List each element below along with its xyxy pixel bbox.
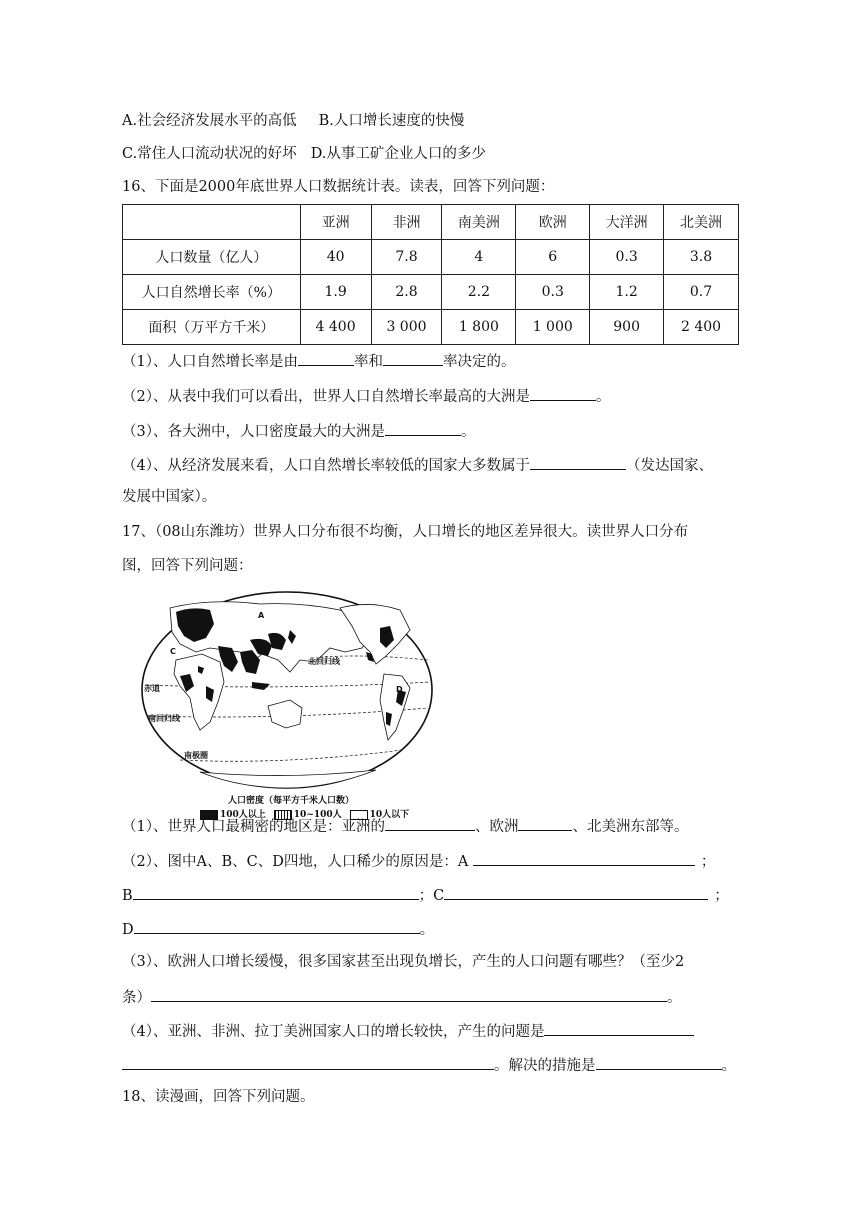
answer-blank[interactable] [383, 350, 443, 366]
q17-stem-line1: 17、（08山东潍坊）世界人口分布很不均衡，人口增长的地区差异很大。读世界人口分布 [122, 524, 689, 540]
world-map-svg [140, 590, 435, 790]
table-cell: 1.9 [300, 275, 371, 310]
q17-sub2-d: D 。 [122, 918, 434, 940]
q17-sub3: （3）、欧洲人口增长缓慢，很多国家甚至出现负增长，产生的人口问题有哪些？（至少2 [122, 954, 685, 970]
legend-item: 10~100人 [274, 807, 342, 820]
q17-sub4-cont: 。解决的措施是 。 [122, 1054, 736, 1076]
table-cell: 40 [300, 240, 371, 275]
legend-item: 10人以下 [350, 807, 410, 820]
q15-options-row1 [122, 111, 464, 131]
map-label-d: D [396, 685, 403, 694]
table-header-cell [123, 205, 301, 240]
table-row [123, 240, 739, 275]
answer-blank[interactable] [122, 1054, 494, 1070]
table-cell: 2.8 [371, 275, 442, 310]
q16-stem: 16、下面是2000年底世界人口数据统计表。读表，回答下列问题： [122, 179, 555, 195]
table-row-label: 人口自然增长率（%） [123, 275, 301, 310]
answer-blank[interactable] [444, 884, 708, 900]
table-header-cell: 非洲 [371, 205, 442, 240]
q16-sub3: （3）、各大洲中，人口密度最大的大洲是 。 [122, 420, 475, 442]
table-cell: 4 [442, 240, 516, 275]
table-cell: 7.8 [371, 240, 442, 275]
q15-option-a: A.社会经济发展水平的高低 [122, 113, 297, 129]
world-population-map [140, 590, 435, 790]
q15-option-c: C.常住人口流动状况的好坏 [122, 146, 297, 162]
map-label-equator: 赤道 [144, 684, 160, 693]
q15-option-b: B.人口增长速度的快慢 [318, 113, 465, 129]
map-label-tropic-capricorn: 南回归线 [148, 714, 180, 723]
q17-sub3-cont: 条） 。 [122, 986, 682, 1008]
answer-blank[interactable] [530, 385, 596, 401]
table-cell: 1 000 [516, 310, 590, 345]
q17-sub2: （2）、图中A、B、C、D四地，人口稀少的原因是：A ； [122, 850, 715, 872]
q16-sub4: （4）、从经济发展来看，人口自然增长率较低的国家大多数属于 （发达国家、 [122, 454, 713, 476]
table-header-cell: 大洋洲 [590, 205, 664, 240]
table-row [123, 275, 739, 310]
map-label-a: A [258, 611, 265, 620]
table-header-cell: 亚洲 [300, 205, 371, 240]
q17-sub1: （1）、世界人口最稠密的地区是：亚洲的 、欧洲 、北美洲东部等。 [122, 815, 688, 837]
q15-option-d: D.从事工矿企业人口的多少 [310, 146, 486, 162]
table-cell: 3.8 [664, 240, 739, 275]
table-cell: 0.7 [664, 275, 739, 310]
answer-blank[interactable] [298, 350, 354, 366]
answer-blank[interactable] [151, 986, 667, 1002]
map-label-c: C [170, 647, 176, 656]
table-header-row [123, 205, 739, 240]
answer-blank[interactable] [473, 850, 695, 866]
table-header-cell: 欧洲 [516, 205, 590, 240]
legend-item: 100人以上 [200, 807, 266, 820]
table-cell: 6 [516, 240, 590, 275]
map-label-antarctic-circle: 南极圈 [184, 751, 208, 760]
q17-stem-line2: 图，回答下列问题： [122, 558, 253, 574]
q17-sub4: （4）、亚洲、非洲、拉丁美洲国家人口的增长较快，产生的问题是 [122, 1020, 694, 1042]
q15-options-row2 [122, 144, 486, 164]
q17-sub2-bc: B ；C ； [122, 884, 729, 906]
q16-sub1: （1）、人口自然增长率是由 率和 率决定的。 [122, 350, 515, 372]
map-label-tropic-cancer: 北回归线 [308, 657, 340, 666]
table-header-cell: 北美洲 [664, 205, 739, 240]
table-cell: 3 000 [371, 310, 442, 345]
table-cell: 0.3 [590, 240, 664, 275]
table-row-label: 面积（万平方千米） [123, 310, 301, 345]
legend-title: 人口密度（每平方千米人口数） [228, 796, 355, 806]
q18-stem: 18、读漫画，回答下列问题。 [122, 1089, 315, 1105]
q16-sub2: （2）、从表中我们可以看出，世界人口自然增长率最高的大洲是 。 [122, 385, 610, 407]
table-row [123, 310, 739, 345]
table-cell: 1 800 [442, 310, 516, 345]
table-cell: 1.2 [590, 275, 664, 310]
answer-blank[interactable] [385, 420, 461, 436]
answer-blank[interactable] [385, 815, 475, 831]
map-label-b: B [244, 657, 251, 666]
answer-blank[interactable] [530, 454, 626, 470]
answer-blank[interactable] [596, 1054, 722, 1070]
table-cell: 2 400 [664, 310, 739, 345]
table-cell: 4 400 [300, 310, 371, 345]
q16-sub4-cont: 发展中国家）。 [122, 489, 217, 505]
table-cell: 0.3 [516, 275, 590, 310]
answer-blank[interactable] [544, 1020, 694, 1036]
population-table [122, 204, 739, 345]
answer-blank[interactable] [518, 815, 572, 831]
answer-blank[interactable] [134, 918, 420, 934]
table-header-cell: 南美洲 [442, 205, 516, 240]
table-cell: 2.2 [442, 275, 516, 310]
answer-blank[interactable] [133, 884, 419, 900]
table-row-label: 人口数量（亿人） [123, 240, 301, 275]
table-cell: 900 [590, 310, 664, 345]
